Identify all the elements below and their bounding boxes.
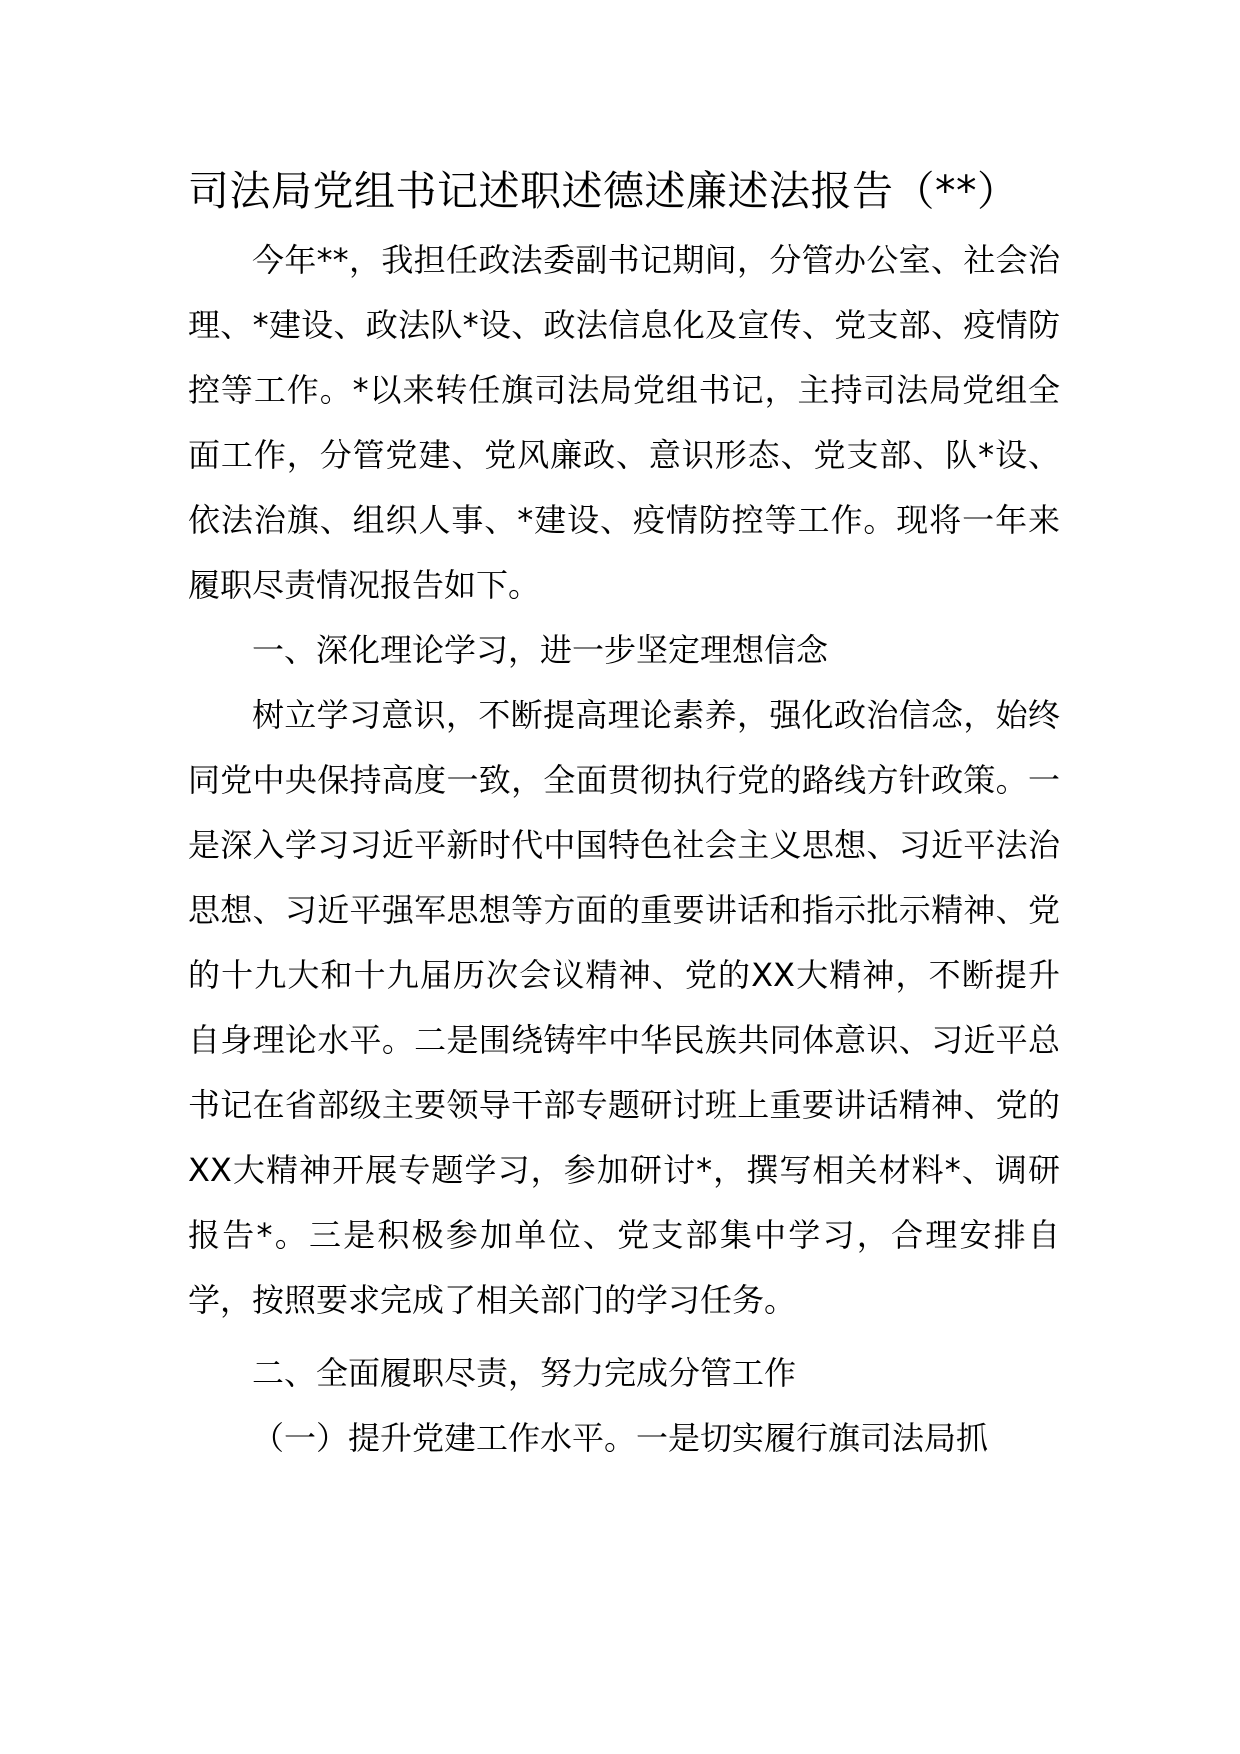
section-heading-1: 一、深化理论学习，进一步坚定理想信念 (252, 631, 829, 669)
document-body (188, 228, 1060, 1471)
document-title: 司法局党组书记述职述德述廉述法报告（**） (188, 167, 1019, 215)
document-page (188, 160, 1060, 1471)
paragraph-intro: 今年**，我担任政法委副书记期间，分管办公室、社会治理、*建设、政法队*设、政法信息化及宣传、党支部、疫情防控等工作。*以来转任旗司法局党组书记，主持司法局党组全面工作，分管党建、党风廉政、意识形态、党支部、队*设、依法治旗、组织人事、*建设、疫情防控等工作。现将一年来履职尽责情况报告如下。 (188, 241, 1060, 604)
section-heading-2: 二、全面履职尽责，努力完成分管工作 (252, 1354, 797, 1392)
paragraph-party-building: （一）提升党建工作水平。一是切实履行旗司法局抓 (252, 1419, 989, 1457)
paragraph-study: 树立学习意识，不断提高理论素养，强化政治信念，始终同党中央保持高度一致，全面贯彻执行党的路线方针政策。一是深入学习习近平新时代中国特色社会主义思想、习近平法治思想、习近平强军思想等方面的重要讲话和指示批示精神、党的十九大和十九届历次会议精神、党的XX大精神，不断提升自身理论水平。二是围绕铸牢中华民族共同体意识、习近平总书记在省部级主要领导干部专题研讨班上重要讲话精神、党的XX大精神开展专题学习，参加研讨*，撰写相关材料*、调研报告*。三是积极参加单位、党支部集中学习，合理安排自学，按照要求完成了相关部门的学习任务。 (188, 696, 1060, 1319)
